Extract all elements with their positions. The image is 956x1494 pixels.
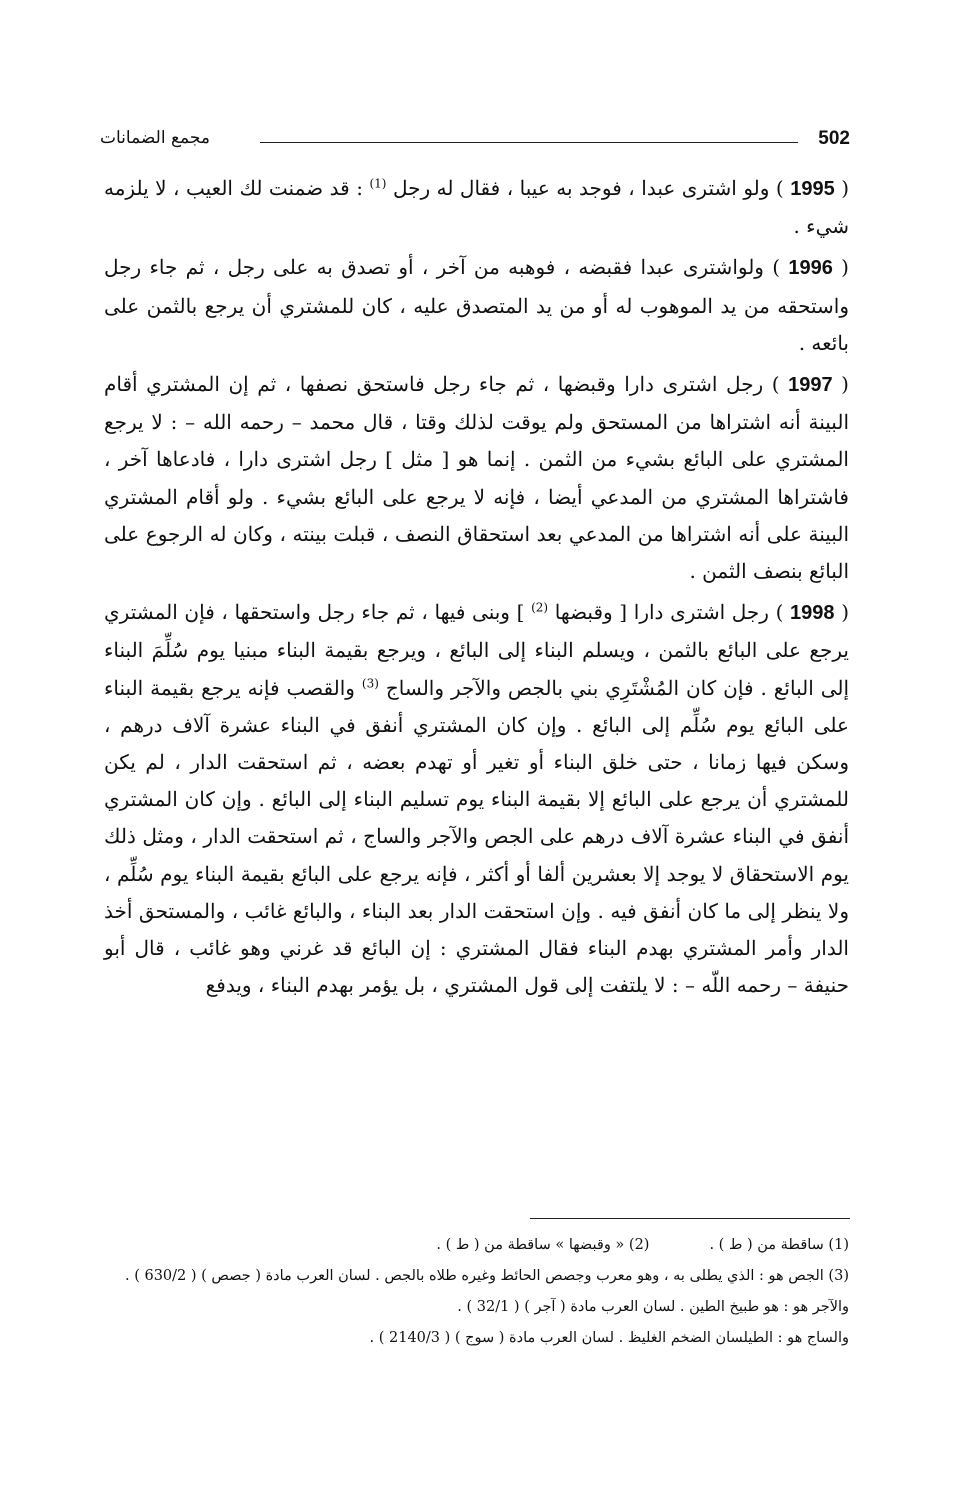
footnote-ref: (3) <box>361 675 379 690</box>
paragraph-text: ) رجل اشترى دارا [ وقبضها <box>554 600 791 625</box>
paragraph-number: 1996 <box>788 257 833 280</box>
paragraph-text: ) ولو اشترى عبدا ، فوجد به عيبا ، فقال له رجل <box>392 176 791 200</box>
footnote-line <box>104 1261 849 1292</box>
footnote-3-ajur: والآجر هو : هو طبيخ الطين . لسان العرب مادة ( آجر ) ( 32/1 ) . <box>457 1299 849 1315</box>
running-title: مجمع الضمانات <box>100 128 210 148</box>
paragraph-text: والقصب فإنه يرجع بقيمة البناء على البائع يوم سُلِّم إلى البائع . وإن كان المشتري أنفق في البناء عشرة آلاف درهم ، وسكن فيها زمانا ، حتى خلق البناء أو تغير أو تهدم بعضه ، ثم استحقت الدار ، لم يكن للمشتري أن يرجع على البائع إلا بقيمة البناء يوم تسليم البناء إلى البائع . وإن كان المشتري أنفق في البناء عشرة آلاف درهم على الجص والآجر والساج ، ثم استحقت الدار ، ومثل ذلك يوم الاستحقاق لا يوجد إلا بعشرين ألفا أو أكثر ، فإنه يرجع على البائع بقيمة البناء يوم سُلِّم ، ولا ينظر إلى ما كان أنفق فيه . وإن استحقت الدار بعد البناء ، والبائع غائب ، والمستحق أخذ الدار وأمر المشتري بهدم البناء فقال المشتري : إن البائع قد غرني وهو غائب ، قال أبو حنيفة – رحمه اللّه – : لا يلتفت إلى قول المشتري ، بل يؤمر بهدم البناء ، ويدفع <box>104 675 849 998</box>
footnote-line <box>104 1323 849 1354</box>
paragraph-text: : قد ضمنت لك العيب ، لا يلزمه شيء . <box>104 176 849 239</box>
header-rule <box>260 142 798 143</box>
footnote-ref: (1) <box>369 176 387 191</box>
paragraph-1998: ( 1998 ) رجل اشترى دارا [ وقبضها $^{(2)}$ ] وبنى فيها ، ثم جاء رجل واستحقها ، فإن المشتري يرجع على البائع بالثمن ، ويسلم البناء إلى البائع ، ويرجع بقيمة البناء مبنيا يوم سُلِّمَ البناء إلى البائع . فإن كان المُشْتَرِي بني بالجص والآجر والساج $^{(3)}$ والقصب فإنه يرجع بقيمة البناء على البائع يوم سُلِّم إلى البائع . وإن كان المشتري أنفق في البناء عشرة آلاف درهم ، وسكن فيها زمانا ، حتى خلق البناء أو تغير أو تهدم بعضه ، ثم استحقت الدار ، لم يكن للمشتري أن يرجع على البائع إلا بقيمة البناء يوم تسليم البناء إلى البائع . وإن كان المشتري أنفق في البناء عشرة آلاف درهم على الجص والآجر والساج ، ثم استحقت الدار ، ومثل ذلك يوم الاستحقاق لا يوجد إلا بعشرين ألفا أو أكثر ، فإنه يرجع على البائع بقيمة البناء يوم سُلِّم ، ولا ينظر إلى ما كان أنفق فيه . وإن استحقت الدار بعد البناء ، والبائع غائب ، والمستحق أخذ الدار وأمر المشتري بهدم البناء فقال المشتري : إن البائع قد غرني وهو غائب ، قال أبو حنيفة – رحمه اللّه – : لا يلتفت إلى قول المشتري ، بل يؤمر بهدم البناء ، ويدفع <box>104 600 850 998</box>
paragraph-number: 1995 <box>790 178 835 200</box>
footnote-line <box>104 1230 849 1261</box>
paragraph-text: ) ولواشترى عبدا فقبضه ، فوهبه من آخر ، أو تصدق به على رجل ، ثم جاء رجل واستحقه من يد الموهوب له أو من يد المتصدق عليه ، كان للمشتري أن يرجع بالثمن على بائعه . <box>104 255 849 355</box>
footnote-rule <box>530 1218 850 1219</box>
paragraph-1997: ( 1997 ) رجل اشترى دارا وقبضها ، ثم جاء رجل فاستحق نصفها ، ثم إن المشتري أقام البينة أنه اشتراها من المستحق ولم يوقت لذلك وقتا ، قال محمد – رحمه الله – : لا يرجع المشتري على البائع بشيء من الثمن . إنما هو [ مثل ] رجل اشترى دارا ، فادعاها آخر ، فاشتراها المشتري من المدعي أيضا ، فإنه لا يرجع على البائع بشيء . ولو أقام المشتري البينة على أنه اشتراها من المدعي بعد استحقاق النصف ، قبلت بينته ، وكان له الرجوع على البائع بنصف الثمن . <box>104 372 849 584</box>
footnote-ref: (2) <box>531 600 549 615</box>
footnote-3-saj: والساج هو : الطيلسان الضخم الغليظ . لسان العرب مادة ( سوج ) ( 2140/3 ) . <box>369 1330 849 1346</box>
paragraph-1995: ( 1995 ) ولو اشترى عبدا ، فوجد به عيبا ، فقال له رجل $^{(1)}$ : قد ضمنت لك العيب ، لا يلزمه شيء . <box>104 176 850 239</box>
paragraph-text: ) رجل اشترى دارا وقبضها ، ثم جاء رجل فاستحق نصفها ، ثم إن المشتري أقام البينة أنه اشتراها من المستحق ولم يوقت لذلك وقتا ، قال محمد – رحمه الله – : لا يرجع المشتري على البائع بشيء من الثمن . إنما هو [ مثل ] رجل اشترى دارا ، فادعاها آخر ، فاشتراها المشتري من المدعي أيضا ، فإنه لا يرجع على البائع بشيء . ولو أقام المشتري البينة على أنه اشتراها من المدعي بعد استحقاق النصف ، قبلت بينته ، وكان له الرجوع على البائع بنصف الثمن . <box>104 372 849 584</box>
footnotes <box>104 1230 849 1354</box>
footnote-3: (3) الجص هو : الذي يطلى به ، وهو معرب وجصص الحائط وغيره طلاه بالجص . لسان العرب مادة ( جصص ) ( 630/2 ) . <box>124 1268 849 1284</box>
footnote-line <box>104 1292 849 1323</box>
paragraph-1996: ( 1996 ) ولواشترى عبدا فقبضه ، فوهبه من آخر ، أو تصدق به على رجل ، ثم جاء رجل واستحقه من يد الموهوب له أو من يد المتصدق عليه ، كان للمشتري أن يرجع بالثمن على بائعه . <box>104 255 849 355</box>
paragraph-number: 1998 <box>790 602 835 625</box>
paragraph-text: ] وبنى فيها ، ثم جاء رجل واستحقها ، فإن المشتري يرجع على البائع بالثمن ، ويسلم البناء إلى البائع ، ويرجع بقيمة البناء مبنيا يوم سُلِّمَ البناء إلى البائع . فإن كان المُشْتَرِي بني بالجص والآجر والساج <box>104 600 850 700</box>
page-number: 502 <box>818 128 850 149</box>
paragraph-number: 1997 <box>788 374 833 397</box>
footnote-2: (2) « وقبضها » ساقطة من ( ط ) . <box>436 1237 650 1253</box>
footnote-1: (1) ساقطة من ( ط ) . <box>709 1237 849 1253</box>
body-text <box>104 170 849 1004</box>
page-header <box>100 128 850 158</box>
